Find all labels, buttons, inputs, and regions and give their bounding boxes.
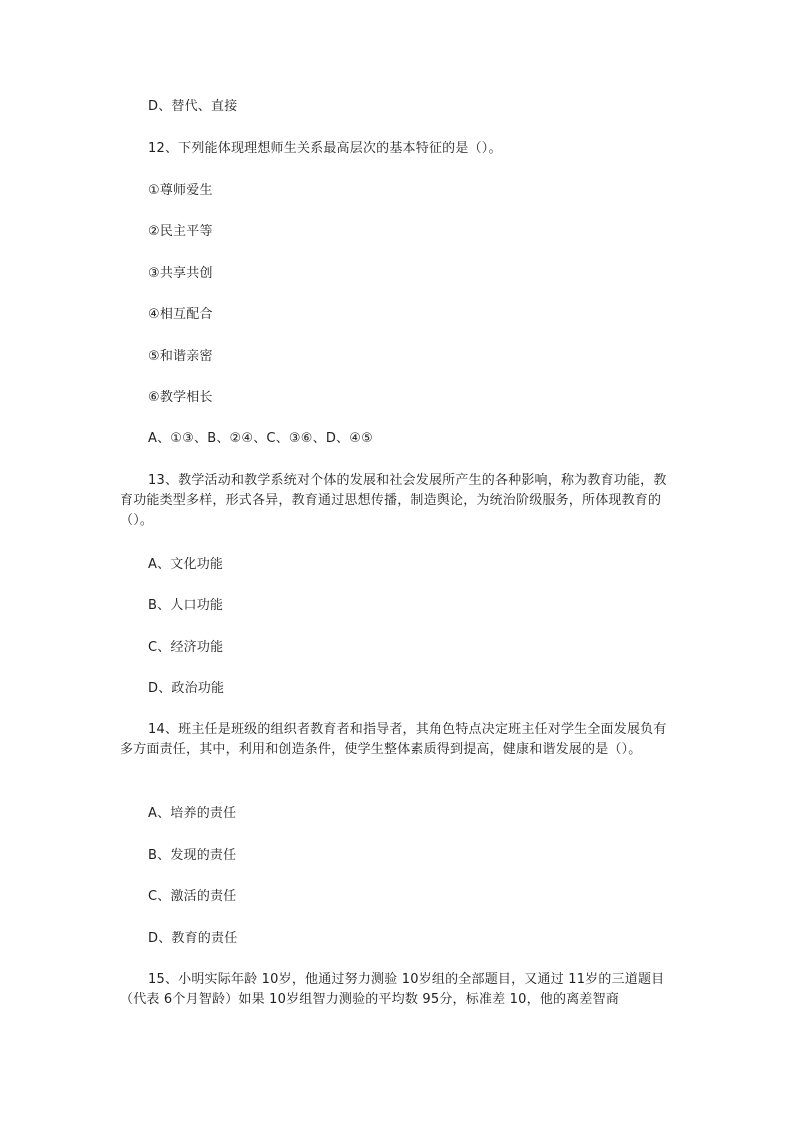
question-12-item-6: ⑥教学相长 [148, 390, 213, 405]
question-13-option-a: A、文化功能 [148, 557, 224, 572]
question-14-option-b: B、发现的责任 [148, 848, 237, 863]
question-12-stem: 12、下列能体现理想师生关系最高层次的基本特征的是（）。 [148, 141, 502, 156]
question-15-stem: 15、小明实际年龄 10岁，他通过努力测验 10岁组的全部题目，又通过 11岁的三道题目（代表 6个月智龄）如果 10岁组智力测验的平均数 95分，标准差 10，他的离差智商 [120, 972, 665, 1007]
question-13-stem: 13、教学活动和教学系统对个体的发展和社会发展所产生的各种影响，称为教育功能，教育功能类型多样，形式各异，教育通过思想传播，制造舆论，为统治阶级服务，所体现教育的（）。 [120, 473, 667, 528]
question-13-option-c: C、经济功能 [148, 640, 224, 655]
question-12-item-2: ②民主平等 [148, 224, 213, 239]
question-12-item-1: ①尊师爱生 [148, 183, 213, 198]
question-12-item-5: ⑤和谐亲密 [148, 349, 213, 364]
question-14-option-d: D、教育的责任 [148, 931, 238, 946]
question-13-option-b: B、人口功能 [148, 598, 224, 613]
question-14-option-c: C、激活的责任 [148, 889, 237, 904]
question-14-stem: 14、班主任是班级的组织者教育者和指导者，其角色特点决定班主任对学生全面发展负有多方面责任，其中，利用和创造条件，使学生整体素质得到提高，健康和谐发展的是（）。 [120, 722, 667, 757]
question-12-item-4: ④相互配合 [148, 307, 213, 322]
question-12-options: A、①③、B、②④、C、③⑥、D、④⑤ [148, 431, 373, 446]
question-14-option-a: A、培养的责任 [148, 806, 237, 821]
question-13-option-d: D、政治功能 [148, 681, 225, 696]
question-12-item-3: ③共享共创 [148, 266, 213, 281]
question-11-option-d: D、替代、直接 [148, 99, 238, 114]
